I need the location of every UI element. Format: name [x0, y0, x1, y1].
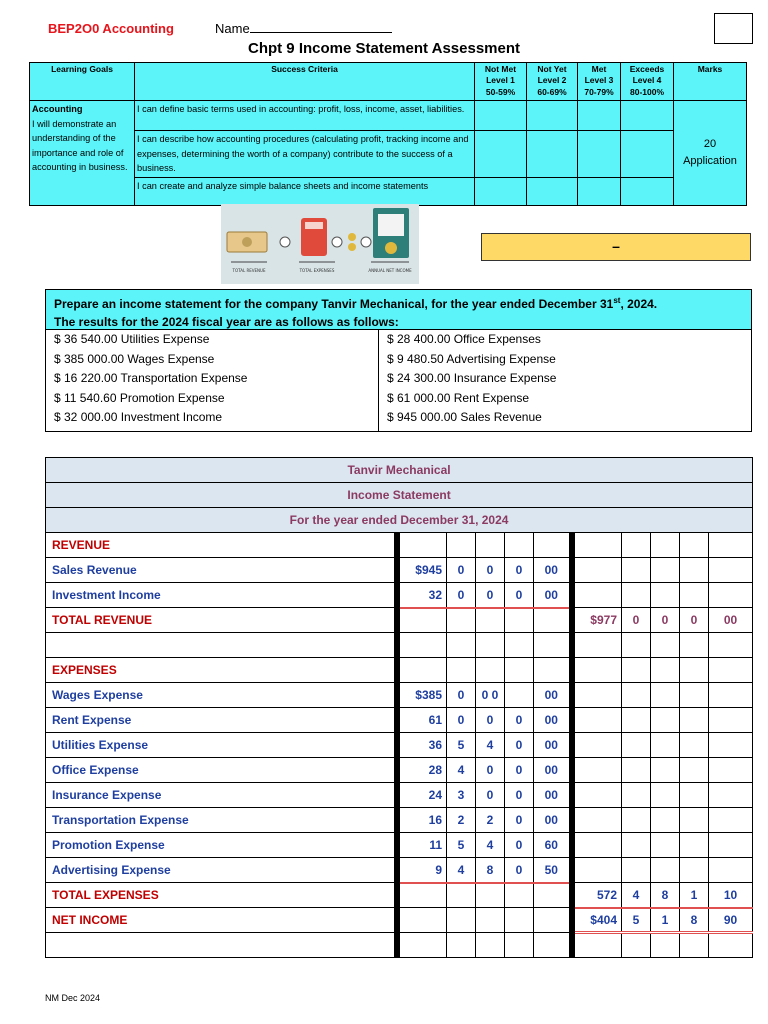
amount-cell[interactable]	[680, 808, 709, 833]
amount-cell[interactable]	[680, 833, 709, 858]
amount-cell[interactable]	[505, 683, 534, 708]
amount-cell[interactable]: 0	[505, 583, 534, 608]
amount-cell[interactable]: 90	[709, 908, 753, 933]
line-label: Promotion Expense	[46, 833, 397, 858]
amount-cell[interactable]	[680, 583, 709, 608]
income-equation-illustration	[221, 204, 419, 284]
amount-cell[interactable]	[447, 658, 476, 683]
list-item: $ 61 000.00 Rent Expense	[387, 390, 530, 405]
amount-cell[interactable]	[397, 908, 447, 933]
amount-cell[interactable]	[505, 883, 534, 908]
amount-cell[interactable]	[651, 733, 680, 758]
amount-cell[interactable]: 8	[476, 858, 505, 883]
amount-cell[interactable]	[680, 758, 709, 783]
amount-cell[interactable]: 1	[651, 908, 680, 933]
level-cell[interactable]	[527, 131, 578, 178]
amount-cell[interactable]: 28	[397, 758, 447, 783]
amount-cell[interactable]: 0	[622, 608, 651, 633]
goal-title: Accounting	[32, 104, 83, 114]
amount-cell[interactable]: 2	[476, 808, 505, 833]
amount-cell[interactable]	[651, 683, 680, 708]
line-label: Investment Income	[46, 583, 397, 608]
equation-graphic	[221, 204, 419, 284]
amount-cell[interactable]: 0	[476, 558, 505, 583]
rubric-header-not-met: Not Met Level 1 50-59%	[475, 63, 527, 101]
amount-cell[interactable]: 0	[505, 858, 534, 883]
line-label: NET INCOME	[46, 908, 397, 933]
amount-cell[interactable]	[709, 758, 753, 783]
amount-cell[interactable]: 0	[680, 608, 709, 633]
label-total-expenses: TOTAL EXPENSES	[299, 268, 335, 273]
amount-cell[interactable]	[622, 658, 651, 683]
amount-cell[interactable]	[447, 608, 476, 633]
amount-cell[interactable]: 00	[534, 708, 572, 733]
list-item: $ 36 540.00 Utilities Expense	[54, 332, 210, 346]
amount-cell[interactable]: 5	[447, 833, 476, 858]
problem-items-left	[46, 330, 379, 431]
amount-cell[interactable]	[709, 733, 753, 758]
amount-cell[interactable]: 50	[534, 858, 572, 883]
amount-cell[interactable]	[680, 658, 709, 683]
amount-cell[interactable]	[651, 533, 680, 558]
amount-cell[interactable]: 0	[651, 608, 680, 633]
expenses-heading	[46, 658, 753, 683]
amount-cell[interactable]	[709, 533, 753, 558]
amount-cell[interactable]	[476, 658, 505, 683]
amount-cell[interactable]: 0	[447, 558, 476, 583]
amount-cell[interactable]: 60	[534, 833, 572, 858]
line-label: REVENUE	[46, 533, 397, 558]
amount-cell[interactable]: 5	[447, 733, 476, 758]
amount-cell[interactable]: 32	[397, 583, 447, 608]
amount-cell[interactable]: 0	[476, 758, 505, 783]
amount-cell[interactable]: 8	[651, 883, 680, 908]
amount-cell[interactable]	[709, 933, 753, 958]
amount-cell[interactable]: 00	[534, 558, 572, 583]
line-label: Transportation Expense	[46, 808, 397, 833]
amount-cell[interactable]	[680, 633, 709, 658]
list-item: $ 24 300.00 Insurance Expense	[387, 371, 557, 386]
level-cell[interactable]	[621, 131, 674, 178]
amount-cell[interactable]: 00	[534, 783, 572, 808]
amount-cell[interactable]: 0	[476, 783, 505, 808]
level-cell[interactable]	[527, 101, 578, 131]
amount-cell[interactable]	[447, 908, 476, 933]
investment-income-row	[46, 583, 753, 608]
list-item: $ 16 220.00 Transportation Expense	[54, 371, 248, 386]
level-cell[interactable]	[578, 131, 621, 178]
amount-cell[interactable]	[572, 858, 622, 883]
amount-cell[interactable]	[534, 608, 572, 633]
statement-title: Income Statement	[46, 483, 753, 508]
amount-cell[interactable]: 0	[505, 783, 534, 808]
amount-cell[interactable]	[651, 583, 680, 608]
amount-cell[interactable]	[680, 733, 709, 758]
amount-cell[interactable]	[397, 883, 447, 908]
amount-cell[interactable]	[397, 608, 447, 633]
level-cell[interactable]	[578, 177, 621, 205]
amount-cell[interactable]	[709, 658, 753, 683]
amount-cell[interactable]	[572, 808, 622, 833]
amount-cell[interactable]: 0 0	[476, 683, 505, 708]
amount-cell[interactable]: 0	[505, 708, 534, 733]
level-cell[interactable]	[527, 177, 578, 205]
label-total-revenue: TOTAL REVENUE	[232, 268, 266, 273]
amount-cell[interactable]: 36	[397, 733, 447, 758]
amount-cell[interactable]: 0	[476, 583, 505, 608]
amount-cell[interactable]	[534, 533, 572, 558]
amount-cell[interactable]	[622, 733, 651, 758]
net-income-row	[46, 908, 753, 933]
amount-cell[interactable]	[622, 808, 651, 833]
amount-cell[interactable]	[622, 833, 651, 858]
instruction-line-1: Prepare an income statement for the company Tanvir Mechanical, for the year ended December 31st, 2024.	[54, 296, 658, 311]
line-label: TOTAL REVENUE	[46, 608, 397, 633]
amount-cell[interactable]: 8	[680, 908, 709, 933]
amount-cell[interactable]: $404	[572, 908, 622, 933]
revenue-heading	[46, 533, 753, 558]
amount-cell[interactable]: 0	[447, 683, 476, 708]
amount-cell[interactable]: 61	[397, 708, 447, 733]
amount-cell[interactable]	[572, 583, 622, 608]
amount-cell[interactable]	[651, 708, 680, 733]
amount-cell[interactable]: 0	[505, 808, 534, 833]
amount-cell[interactable]	[572, 683, 622, 708]
label-annual-net-income: ANNUAL NET INCOME	[368, 268, 412, 273]
amount-cell[interactable]: $385	[397, 683, 447, 708]
name-line[interactable]	[250, 21, 392, 33]
amount-cell[interactable]	[709, 783, 753, 808]
amount-cell[interactable]: 10	[709, 883, 753, 908]
expense-row	[46, 858, 753, 883]
list-item: $ 28 400.00 Office Expenses	[387, 332, 541, 346]
blank-row	[46, 933, 753, 958]
amount-cell[interactable]: 1	[680, 883, 709, 908]
amount-cell[interactable]	[572, 833, 622, 858]
amount-cell[interactable]	[709, 808, 753, 833]
amount-cell[interactable]	[572, 733, 622, 758]
expense-row	[46, 733, 753, 758]
line-label: Wages Expense	[46, 683, 397, 708]
amount-cell[interactable]	[397, 933, 447, 958]
amount-cell[interactable]: 4	[447, 858, 476, 883]
amount-cell[interactable]: 0	[505, 833, 534, 858]
statement-company: Tanvir Mechanical	[46, 458, 753, 483]
amount-cell[interactable]	[622, 583, 651, 608]
amount-cell[interactable]	[680, 558, 709, 583]
amount-cell[interactable]	[651, 658, 680, 683]
amount-cell[interactable]	[572, 708, 622, 733]
amount-cell[interactable]	[680, 858, 709, 883]
amount-cell[interactable]	[572, 783, 622, 808]
rubric-header-criteria: Success Criteria	[135, 63, 475, 101]
amount-cell[interactable]	[622, 558, 651, 583]
criteria-3: I can create and analyze simple balance sheets and income statements	[135, 177, 475, 205]
amount-cell[interactable]: 11	[397, 833, 447, 858]
list-item: $ 945 000.00 Sales Revenue	[387, 410, 542, 425]
answer-bar[interactable]: –	[481, 233, 751, 261]
expense-row	[46, 783, 753, 808]
problem-items-right	[379, 330, 751, 431]
amount-cell[interactable]	[505, 633, 534, 658]
amount-cell[interactable]	[709, 633, 753, 658]
expense-row	[46, 808, 753, 833]
amount-cell[interactable]	[505, 533, 534, 558]
amount-cell[interactable]: 00	[534, 808, 572, 833]
income-statement-table	[45, 457, 753, 958]
amount-cell[interactable]: 00	[534, 733, 572, 758]
marks-cell	[674, 101, 747, 206]
amount-cell[interactable]: 16	[397, 808, 447, 833]
list-item: $ 11 540.60 Promotion Expense	[54, 390, 225, 405]
amount-cell[interactable]	[505, 933, 534, 958]
amount-cell[interactable]: 00	[534, 583, 572, 608]
line-label: Office Expense	[46, 758, 397, 783]
amount-cell[interactable]	[680, 783, 709, 808]
amount-cell[interactable]: $977	[572, 608, 622, 633]
page-title: Chpt 9 Income Statement Assessment	[247, 40, 521, 57]
amount-cell[interactable]	[622, 708, 651, 733]
amount-cell[interactable]	[651, 558, 680, 583]
amount-cell[interactable]: 0	[447, 583, 476, 608]
amount-cell[interactable]	[651, 808, 680, 833]
line-label: Utilities Expense	[46, 733, 397, 758]
level-cell[interactable]	[475, 101, 527, 131]
amount-cell[interactable]	[622, 683, 651, 708]
amount-cell[interactable]	[680, 708, 709, 733]
amount-cell[interactable]	[572, 558, 622, 583]
line-label: Advertising Expense	[46, 858, 397, 883]
amount-cell[interactable]	[709, 583, 753, 608]
amount-cell[interactable]	[651, 833, 680, 858]
amount-cell[interactable]: 2	[447, 808, 476, 833]
amount-cell[interactable]	[651, 933, 680, 958]
amount-cell[interactable]	[534, 933, 572, 958]
level-cell[interactable]	[621, 101, 674, 131]
amount-cell[interactable]	[534, 658, 572, 683]
line-label: TOTAL EXPENSES	[46, 883, 397, 908]
amount-cell[interactable]	[505, 908, 534, 933]
amount-cell[interactable]: 0	[476, 708, 505, 733]
footer-note: NM Dec 2024	[45, 993, 101, 1003]
rubric-header-met: Met Level 3 70-79%	[578, 63, 621, 101]
amount-cell[interactable]	[534, 908, 572, 933]
total-expenses-row	[46, 883, 753, 908]
level-cell[interactable]	[475, 131, 527, 178]
amount-cell[interactable]	[476, 533, 505, 558]
amount-cell[interactable]	[572, 758, 622, 783]
line-label: Insurance Expense	[46, 783, 397, 808]
amount-cell[interactable]: 24	[397, 783, 447, 808]
instruction-line-2: The results for the 2024 fiscal year are as follows as follows:	[54, 315, 399, 329]
line-label	[46, 933, 397, 958]
level-cell[interactable]	[578, 101, 621, 131]
amount-cell[interactable]: 0	[505, 733, 534, 758]
amount-cell[interactable]	[397, 633, 447, 658]
amount-cell[interactable]: $945	[397, 558, 447, 583]
amount-cell[interactable]	[397, 658, 447, 683]
level-cell[interactable]	[621, 177, 674, 205]
amount-cell[interactable]	[476, 608, 505, 633]
amount-cell[interactable]	[476, 908, 505, 933]
line-label: EXPENSES	[46, 658, 397, 683]
amount-cell[interactable]: 0	[447, 708, 476, 733]
amount-cell[interactable]	[680, 533, 709, 558]
rubric-header-not-yet: Not Yet Level 2 60-69%	[527, 63, 578, 101]
marks-label: Application	[683, 154, 737, 167]
amount-cell[interactable]: 00	[534, 758, 572, 783]
amount-cell[interactable]	[476, 633, 505, 658]
amount-cell[interactable]	[572, 933, 622, 958]
amount-cell[interactable]: 4	[476, 733, 505, 758]
list-item: $ 32 000.00 Investment Income	[54, 410, 223, 425]
amount-cell[interactable]	[622, 633, 651, 658]
amount-cell[interactable]	[622, 758, 651, 783]
amount-cell[interactable]	[622, 533, 651, 558]
amount-cell[interactable]: 4	[447, 758, 476, 783]
rubric-header-marks: Marks	[674, 63, 747, 101]
problem-instructions	[46, 290, 751, 330]
expense-row	[46, 683, 753, 708]
problem-box	[45, 289, 752, 432]
amount-cell[interactable]	[709, 558, 753, 583]
amount-cell[interactable]	[572, 533, 622, 558]
expense-row	[46, 708, 753, 733]
amount-cell[interactable]	[709, 858, 753, 883]
list-item: $ 385 000.00 Wages Expense	[54, 351, 215, 366]
amount-cell[interactable]	[572, 633, 622, 658]
expense-row	[46, 833, 753, 858]
amount-cell[interactable]	[534, 883, 572, 908]
amount-cell[interactable]	[476, 933, 505, 958]
amount-cell[interactable]: 0	[505, 758, 534, 783]
course-code: BEP2O0 Accounting	[48, 21, 174, 36]
amount-cell[interactable]: 5	[622, 908, 651, 933]
amount-cell[interactable]: 0	[505, 558, 534, 583]
sales-revenue-row	[46, 558, 753, 583]
amount-cell[interactable]	[572, 658, 622, 683]
amount-cell[interactable]: 9	[397, 858, 447, 883]
rubric-header-exceeds: Exceeds Level 4 80-100%	[621, 63, 674, 101]
line-label	[46, 633, 397, 658]
amount-cell[interactable]	[534, 633, 572, 658]
goal-text: I will demonstrate an understanding of the importance and role of accounting in business.	[32, 118, 128, 172]
amount-cell[interactable]	[651, 758, 680, 783]
amount-cell[interactable]: 4	[622, 883, 651, 908]
rubric-header-goals: Learning Goals	[30, 63, 135, 101]
amount-cell[interactable]: 00	[534, 683, 572, 708]
expense-row	[46, 758, 753, 783]
amount-cell[interactable]	[622, 933, 651, 958]
amount-cell[interactable]	[622, 783, 651, 808]
amount-cell[interactable]	[505, 658, 534, 683]
amount-cell[interactable]	[651, 858, 680, 883]
name-label: Name	[215, 21, 250, 36]
amount-cell[interactable]	[505, 608, 534, 633]
amount-cell[interactable]	[397, 533, 447, 558]
amount-cell[interactable]	[680, 683, 709, 708]
amount-cell[interactable]: 00	[709, 608, 753, 633]
amount-cell[interactable]	[709, 833, 753, 858]
marks-value: 20	[703, 137, 717, 150]
amount-cell[interactable]: 572	[572, 883, 622, 908]
level-cell[interactable]	[475, 177, 527, 205]
statement-period: For the year ended December 31, 2024	[46, 508, 753, 533]
amount-cell[interactable]: 3	[447, 783, 476, 808]
line-label: Rent Expense	[46, 708, 397, 733]
amount-cell[interactable]	[476, 883, 505, 908]
total-revenue-row	[46, 608, 753, 633]
learning-goal	[30, 101, 135, 206]
amount-cell[interactable]	[680, 933, 709, 958]
amount-cell[interactable]	[447, 883, 476, 908]
coins-icon	[348, 233, 356, 241]
amount-cell[interactable]	[651, 783, 680, 808]
criteria-1: I can define basic terms used in accounting: profit, loss, income, asset, liabilities.	[135, 101, 475, 131]
amount-cell[interactable]	[622, 858, 651, 883]
amount-cell[interactable]	[709, 683, 753, 708]
rubric-table	[29, 62, 747, 206]
name-field[interactable]	[215, 21, 392, 36]
criteria-2: I can describe how accounting procedures (calculating profit, tracking income and expenses, determining the worth of a company) contribute to the success of a business.	[135, 131, 475, 178]
blank-row	[46, 633, 753, 658]
list-item: $ 9 480.50 Advertising Expense	[387, 351, 556, 366]
amount-cell[interactable]: 4	[476, 833, 505, 858]
amount-cell[interactable]	[447, 633, 476, 658]
amount-cell[interactable]	[651, 633, 680, 658]
amount-cell[interactable]	[447, 533, 476, 558]
amount-cell[interactable]	[709, 708, 753, 733]
amount-cell[interactable]	[447, 933, 476, 958]
line-label: Sales Revenue	[46, 558, 397, 583]
